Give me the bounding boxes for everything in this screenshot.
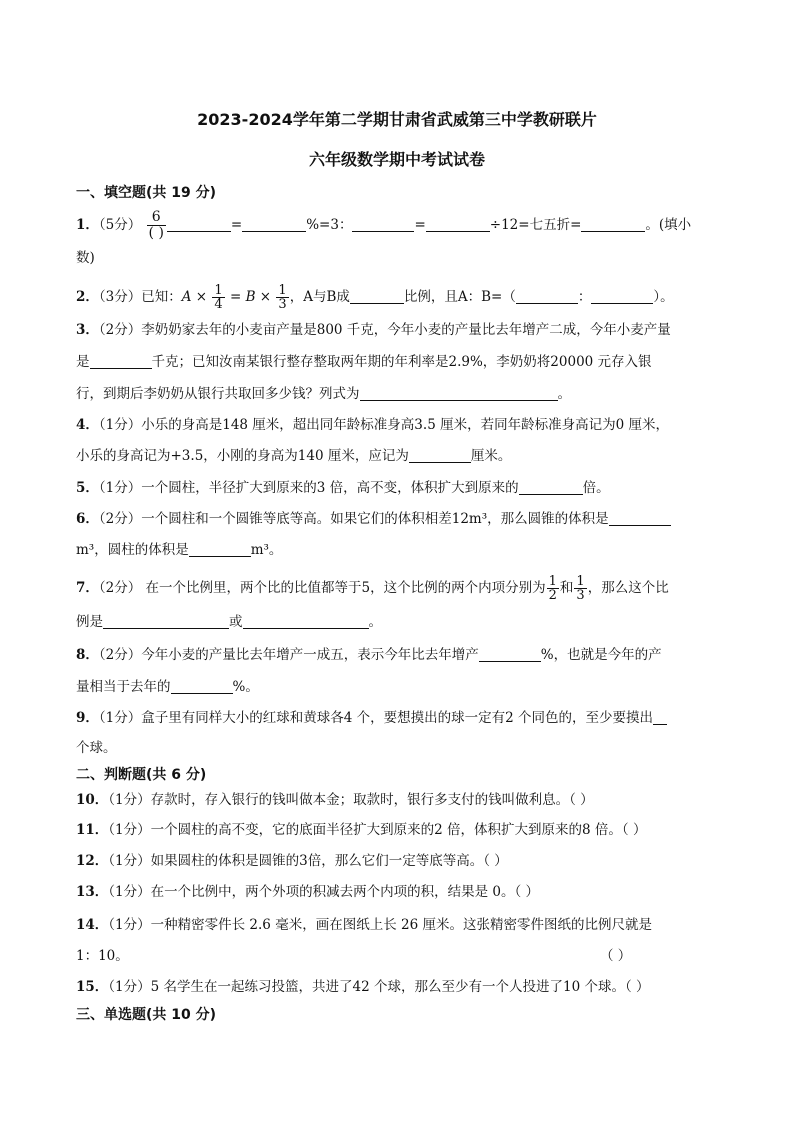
text: 如果圆柱的体积是圆锥的3倍，那么它们一定等底等高。（ ） (150, 853, 508, 869)
question-number: 1． (76, 217, 99, 233)
question-score: （3分） (98, 289, 142, 305)
question-number: 3． (76, 322, 99, 338)
question-number: 14． (76, 917, 109, 933)
question-6 (76, 509, 671, 529)
exam-title-line1: 2023-2024学年第二学期甘肃省武威第三中学教研联片 (197, 110, 597, 129)
text: 一个圆柱和一个圆锥等底等高。如果它们的体积相差12m³，那么圆锥的体积是 (141, 511, 609, 527)
question-8-line2 (76, 677, 259, 697)
question-score: （2分） (98, 322, 142, 338)
question-5 (76, 478, 610, 498)
question-8 (76, 645, 662, 665)
answer-blank[interactable] (581, 217, 645, 232)
text: 例是 (76, 614, 103, 630)
question-number: 6． (76, 511, 99, 527)
text: = (230, 217, 243, 233)
math-text: = B × (229, 289, 272, 305)
fraction-numerator: 1 (278, 283, 287, 298)
question-score: （1分） (108, 822, 151, 838)
answer-blank[interactable] (242, 217, 306, 232)
question-4-line2 (76, 446, 511, 466)
question-6-line2 (76, 540, 282, 560)
question-10 (76, 790, 594, 810)
answer-blank[interactable] (426, 217, 490, 232)
text: m³。 (250, 542, 283, 558)
answer-blank[interactable] (591, 289, 653, 304)
question-14-line2: 1：10。 (76, 948, 129, 964)
text: ，那么这个比 (587, 580, 669, 596)
question-9-line2: 个球。 (76, 740, 117, 756)
answer-blank[interactable] (167, 217, 231, 232)
question-2 (76, 284, 674, 311)
question-score: （2分） (98, 580, 142, 596)
question-score: （1分） (108, 792, 151, 808)
math-text: A × (181, 289, 208, 305)
text: 一个圆柱的高不变，它的底面半径扩大到原来的2 倍，体积扩大到原来的8 倍。（ ） (150, 822, 647, 838)
text: 在一个比例中，两个外项的积减去两个内项的积，结果是 0。（ ） (150, 884, 540, 900)
answer-paren[interactable]: （ ） (600, 948, 632, 964)
fraction (212, 284, 224, 311)
text: 是 (76, 354, 90, 370)
question-score: （2分） (98, 511, 142, 527)
question-15 (76, 977, 650, 997)
question-number: 10． (76, 792, 109, 808)
question-number: 9． (76, 710, 99, 726)
fraction-numerator: 1 (548, 574, 557, 589)
question-score: （1分） (108, 853, 151, 869)
answer-blank[interactable] (103, 614, 229, 629)
section-true-false: 二、判断题(共 6 分) (76, 767, 207, 783)
question-7-line2 (76, 612, 382, 632)
fraction (276, 284, 288, 311)
question-score: （1分） (98, 417, 142, 433)
question-number: 15． (76, 979, 109, 995)
question-9 (76, 708, 667, 728)
question-4 (76, 415, 669, 435)
fraction (147, 210, 166, 241)
text: 厘米。 (470, 448, 512, 464)
text: 量相当于去年的 (76, 679, 171, 695)
text: = (414, 217, 426, 233)
text: 一个圆柱，半径扩大到原来的3 倍，高不变，体积扩大到原来的 (141, 480, 519, 496)
answer-blank[interactable] (243, 614, 369, 629)
question-3-line3 (76, 384, 571, 404)
question-1 (76, 210, 691, 241)
answer-blank[interactable] (479, 647, 541, 662)
fraction-denominator: 3 (576, 588, 585, 603)
text: ： (577, 289, 592, 305)
answer-blank[interactable] (171, 679, 233, 694)
question-number: 5． (76, 480, 99, 496)
fraction (574, 575, 586, 602)
answer-blank[interactable] (519, 480, 583, 495)
text: 小乐的身高是148 厘米，超出同年龄标准身高3.5 厘米，若同年龄标准身高记为0 厘米， (141, 417, 669, 433)
text: 和 (559, 580, 574, 596)
question-score: （1分） (108, 979, 151, 995)
question-score: （1分） (108, 884, 151, 900)
question-number: 2． (76, 289, 99, 305)
question-score: （5分） (98, 217, 142, 233)
question-number: 7． (76, 580, 99, 596)
text: 在一个比例里，两个比的比值都等于5，这个比例的两个内项分别为 (141, 580, 546, 596)
text: 今年小麦的产量比去年增产一成五，表示今年比去年增产 (141, 647, 479, 663)
section-fill-in: 一、填空题(共 19 分) (76, 185, 217, 201)
answer-blank[interactable] (653, 710, 667, 725)
text: 盒子里有同样大小的红球和黄球各4 个，要想摸出的球一定有2 个同色的，至少要摸出 (141, 710, 654, 726)
text: 或 (229, 614, 243, 630)
exam-title-line2: 六年级数学期中考试试卷 (308, 150, 485, 169)
question-1-wrap: 数) (76, 250, 95, 266)
text: 已知： (141, 289, 182, 305)
answer-blank[interactable] (352, 217, 414, 232)
text: %。 (232, 679, 259, 695)
answer-blank[interactable] (409, 448, 471, 463)
question-3 (76, 320, 671, 340)
text: 。 (557, 386, 571, 402)
answer-blank[interactable] (516, 289, 578, 304)
fraction-numerator: 1 (576, 574, 585, 589)
question-score: （2分） (98, 647, 142, 663)
text: 李奶奶家去年的小麦亩产量是800 千克，今年小麦的产量比去年增产二成，今年小麦产量 (141, 322, 671, 338)
fraction-denominator: 4 (214, 297, 223, 312)
question-14 (76, 915, 652, 935)
question-12 (76, 851, 508, 871)
text: 千克；已知汝南某银行整存整取两年期的年利率是2.9%，李奶奶将20000 元存入银 (151, 354, 652, 370)
text: 一种精密零件长 2.6 毫米，画在图纸上长 26 厘米。这张精密零件图纸的比例尺就是 (150, 917, 652, 933)
question-number: 8． (76, 647, 99, 663)
question-number: 12． (76, 853, 109, 869)
answer-blank[interactable] (609, 511, 671, 526)
answer-blank[interactable] (90, 354, 152, 369)
question-7 (76, 575, 669, 602)
answer-blank[interactable] (350, 289, 404, 304)
question-number: 11． (76, 822, 109, 838)
question-score: （1分） (98, 480, 142, 496)
section-single-choice: 三、单选题(共 10 分) (76, 1007, 217, 1023)
answer-blank[interactable] (189, 542, 251, 557)
text: 存款时，存入银行的钱叫做本金；取款时，银行多支付的钱叫做利息。（ ） (150, 792, 594, 808)
text: ，A与B成 (289, 289, 350, 305)
fraction-numerator: 6 (147, 210, 166, 226)
text: 行，到期后李奶奶从银行共取回多少钱？列式为 (76, 386, 360, 402)
fraction (547, 575, 559, 602)
fraction-denominator: 3 (278, 297, 287, 312)
text: ）。 (653, 289, 674, 305)
question-13 (76, 882, 539, 902)
fraction-numerator: 1 (214, 283, 223, 298)
text: 。 (368, 614, 382, 630)
answer-blank[interactable] (360, 386, 558, 401)
text: 小乐的身高记为+3.5，小刚的身高为140 厘米，应记为 (76, 448, 409, 464)
question-score: （1分） (98, 710, 142, 726)
question-score: （1分） (108, 917, 151, 933)
text: 比例，且A：B=（ (403, 289, 516, 305)
fraction-denominator: ( ) (148, 225, 164, 241)
question-number: 4． (76, 417, 99, 433)
text: %=3： (306, 217, 353, 233)
text: ÷12=七五折= (489, 217, 582, 233)
text: 倍。 (582, 480, 610, 496)
question-3-line2 (76, 352, 652, 372)
text: 5 名学生在一起练习投篮，共进了42 个球，那么至少有一个人投进了10 个球。（ ） (150, 979, 650, 995)
text: m³，圆柱的体积是 (76, 542, 189, 558)
fraction-denominator: 2 (548, 588, 557, 603)
question-11 (76, 820, 646, 840)
text: %，也就是今年的产 (540, 647, 662, 663)
text: 。(填小 (645, 217, 692, 233)
question-number: 13． (76, 884, 109, 900)
